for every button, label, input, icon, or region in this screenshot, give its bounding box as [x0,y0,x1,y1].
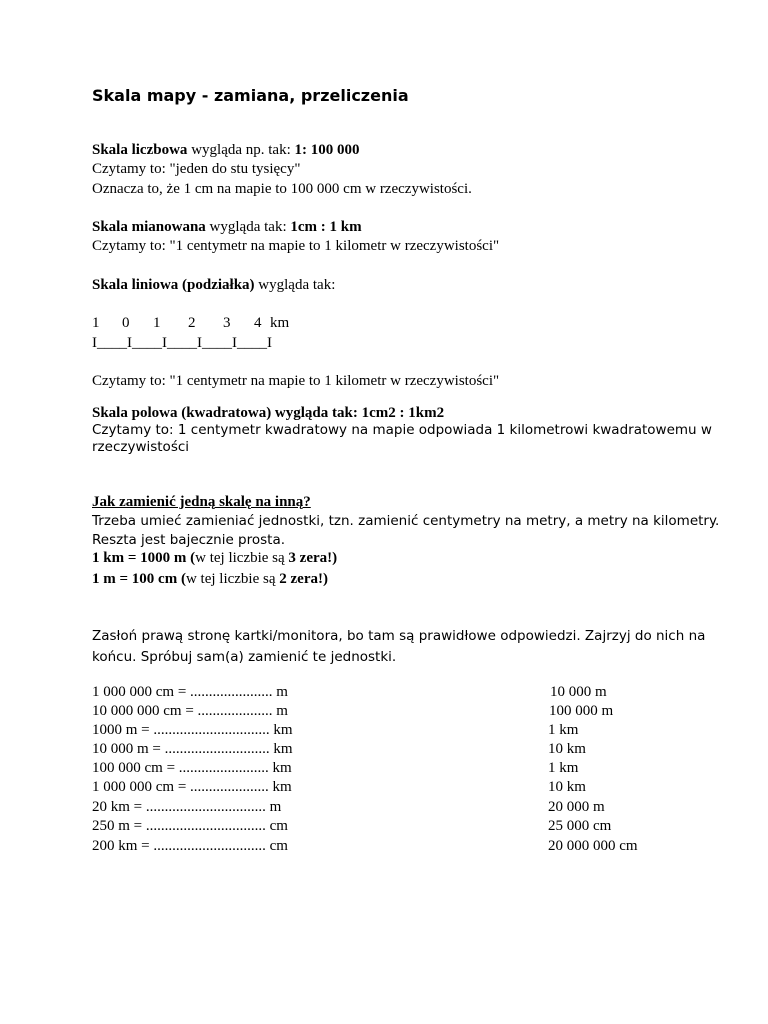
liczbowa-example: 1: 100 000 [294,142,360,158]
exercise-answer: 20 000 m [548,799,605,815]
scale-number: 1 [92,315,100,331]
page-title: Skala mapy - zamiana, przeliczenia [92,86,409,105]
exercise-question: 10 000 m = ............................ km [92,741,293,757]
exercise-answer: 1 km [548,722,579,738]
exercise-question: 10 000 000 cm = .................... m [92,703,288,719]
zamiana-heading: Jak zamienić jedną skalę na inną? [92,494,311,510]
m-rule [92,569,328,589]
km-rule-bold: 1 km = 1000 m ( [92,550,196,566]
scale-unit: km [270,315,290,331]
exercise-row [92,684,652,704]
exercise-row [92,722,652,742]
liczbowa-read: Czytamy to: "jeden do stu tysięcy" [92,161,301,177]
liczbowa-text: wygląda np. tak: [187,142,295,158]
scale-number: 2 [188,315,196,331]
exercise-answer: 20 000 000 cm [548,838,638,854]
m-rule-bold: 1 m = 100 cm ( [92,571,186,587]
scale-number: 1 [153,315,161,331]
m-rule-zeros: 2 zera!) [279,571,328,587]
scale-number: 3 [223,315,231,331]
exercise-row [92,779,652,799]
zamiana-line-2: Reszta jest bajecznie prosta. [92,532,286,548]
exercise-answer: 100 000 m [549,703,614,719]
polowa-read-1: Czytamy to: 1 centymetr kwadratowy na mapie odpowiada 1 kilometrowi kwadratowemu w [92,422,712,438]
exercise-question: 200 km = .............................. cm [92,838,288,854]
exercise-answer: 1 km [548,760,579,776]
exercise-answer: 10 km [548,779,586,795]
mianowana-line [92,217,362,237]
scale-numbers [92,313,312,333]
liniowa-text: wygląda tak: [254,277,336,293]
m-rule-text: w tej liczbie są [185,571,280,587]
polowa-heading: Skala polowa (kwadratowa) wygląda tak: 1cm2 : 1km2 [92,405,445,421]
exercise-row [92,703,652,723]
km-rule-text: w tej liczbie są [195,550,289,566]
scale-bar: I____I____I____I____I____I [92,335,272,351]
exercise-answer: 10 km [548,741,586,757]
exercise-question: 20 km = ................................ m [92,799,282,815]
instruction-line-1: Zasłoń prawą stronę kartki/monitora, bo tam są prawidłowe odpowiedzi. Zajrzyj do nich na [92,628,706,644]
exercise-question: 1000 m = ............................... km [92,722,293,738]
exercise-row [92,838,652,858]
scale-number: 0 [122,315,130,331]
liczbowa-label: Skala liczbowa [92,142,188,158]
exercise-answer: 10 000 m [550,684,607,700]
exercise-answer: 25 000 cm [548,818,612,834]
polowa-read-2: rzeczywistości [92,439,190,455]
exercise-question: 1 000 000 cm = ..................... km [92,779,292,795]
mianowana-label: Skala mianowana [92,219,206,235]
exercise-question: 100 000 cm = ........................ km [92,760,292,776]
liniowa-read: Czytamy to: "1 centymetr na mapie to 1 kilometr w rzeczywistości" [92,373,500,389]
mianowana-text: wygląda tak: [205,219,291,235]
exercise-question: 250 m = ................................ cm [92,818,288,834]
zamiana-line-1: Trzeba umieć zamieniać jednostki, tzn. zamienić centymetry na metry, a metry na kilometry. [92,513,720,529]
exercise-row [92,760,652,780]
scale-number: 4 [254,315,262,331]
instruction-line-2: końcu. Spróbuj sam(a) zamienić te jednostki. [92,649,397,665]
liczbowa-meaning: Oznacza to, że 1 cm na mapie to 100 000 cm w rzeczywistości. [92,181,472,197]
exercise-row [92,818,652,838]
liniowa-label: Skala liniowa (podziałka) [92,277,255,293]
km-rule [92,548,337,568]
exercise-question: 1 000 000 cm = ...................... m [92,684,288,700]
liniowa-line [92,275,335,295]
exercise-row [92,799,652,819]
mianowana-read: Czytamy to: "1 centymetr na mapie to 1 kilometr w rzeczywistości" [92,238,500,254]
km-rule-zeros: 3 zera!) [288,550,338,566]
liczbowa-line [92,140,360,160]
mianowana-example: 1cm : 1 km [290,219,362,235]
exercise-row [92,741,652,761]
